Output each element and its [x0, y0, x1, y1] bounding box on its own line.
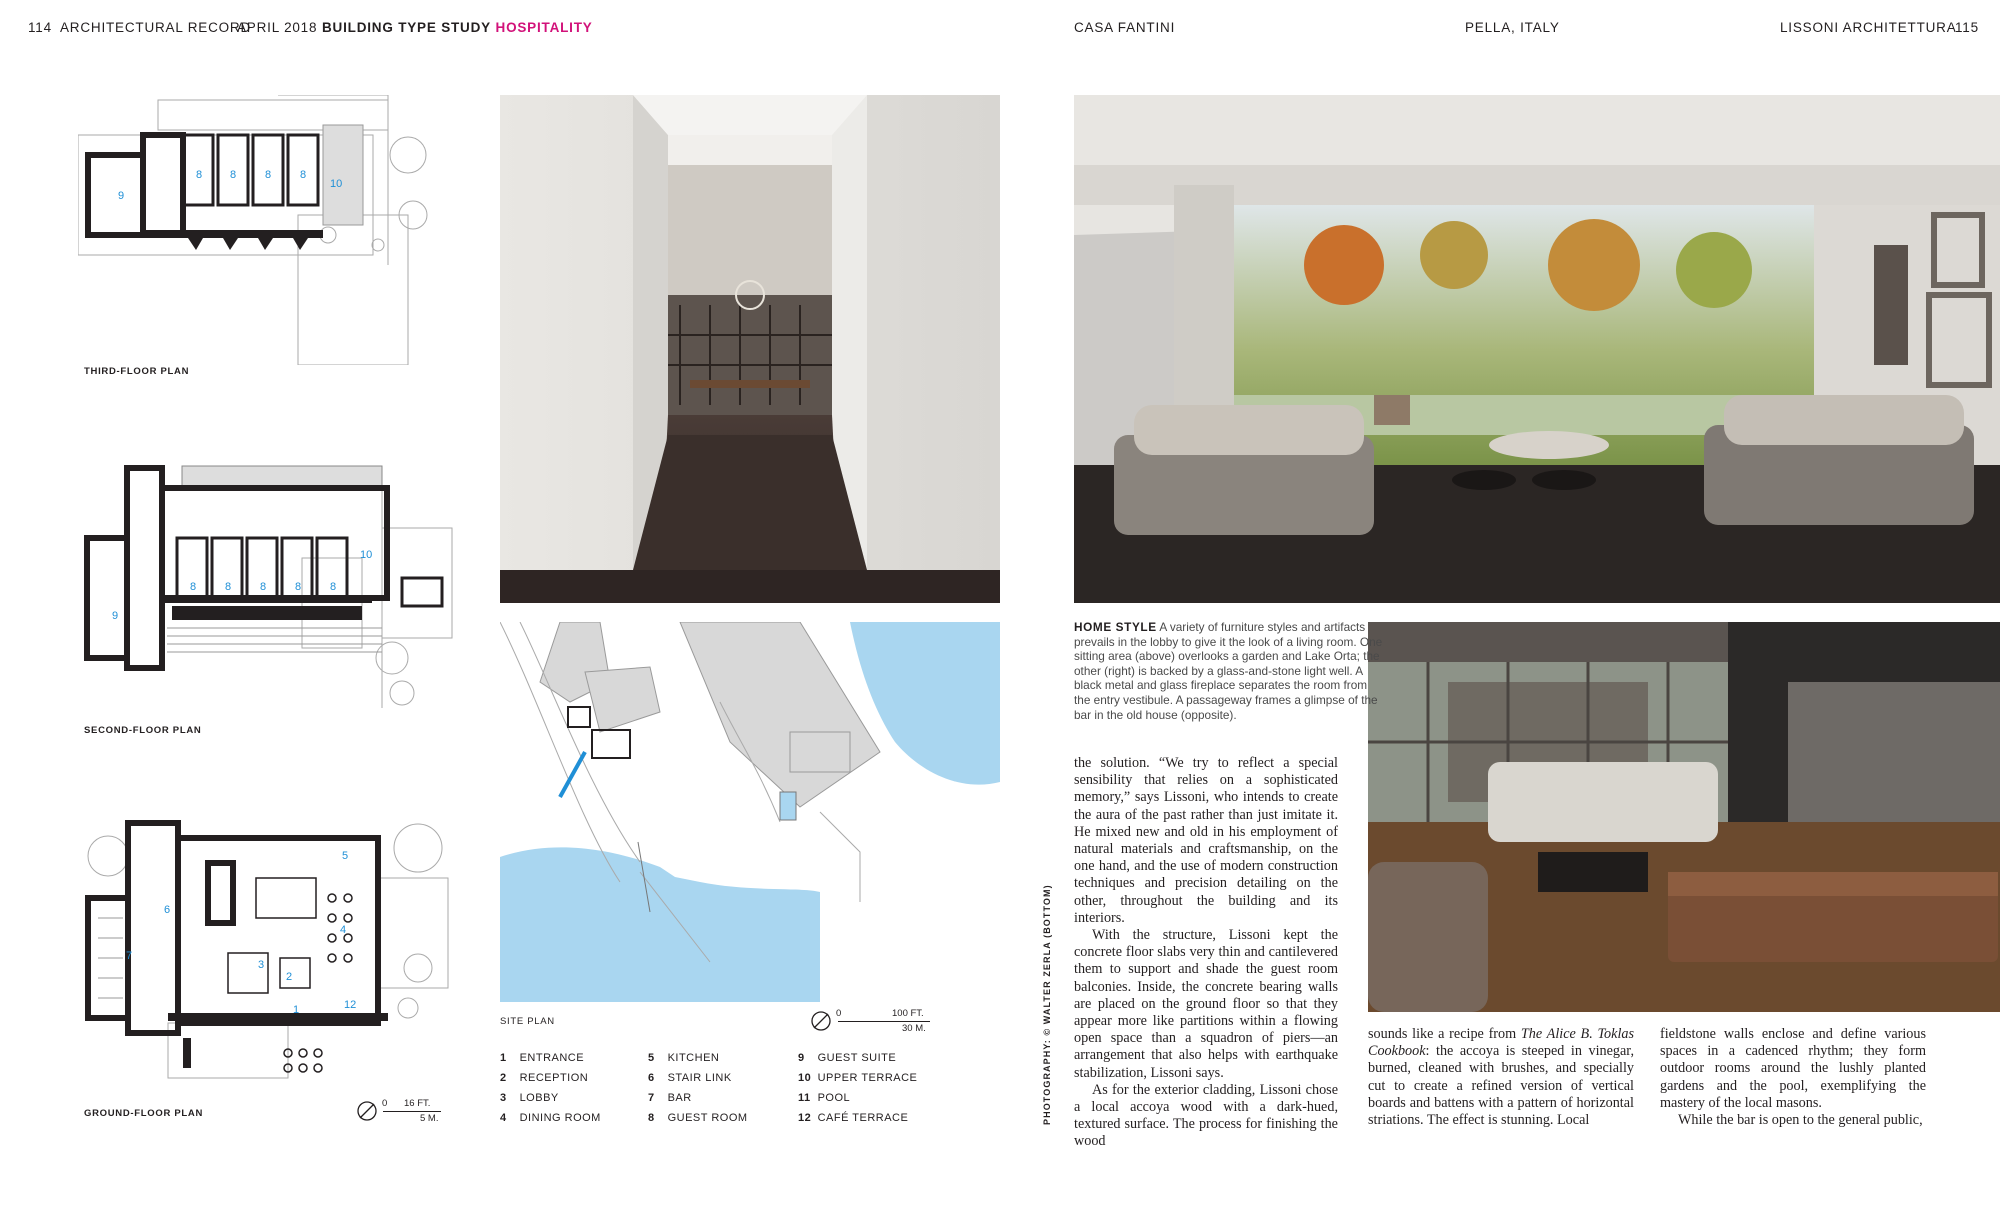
scale-feet: 100 FT. — [892, 1008, 924, 1019]
room-number-label: 8 — [330, 581, 337, 593]
caption-text: A variety of furniture styles and artifacts prevails in the lobby to give it the look of a living room. One sitting area (above) overlooks a garden and Lake Orta; the other (right) is backed by a glass-and-stone light well. A black metal and glass fireplace separates the room from the entry vestibule. A passageway frames a glimpse of the bar in the old house (opposite). — [1074, 620, 1383, 722]
room-number-label: 10 — [360, 549, 373, 561]
scale-feet: 16 FT. — [404, 1098, 431, 1109]
room-number-label: 8 — [230, 169, 237, 181]
lobby-fireplace-photo — [1368, 622, 2000, 1012]
legend-item: 4 DINING ROOM — [500, 1112, 601, 1124]
right-page-number: 115 — [1955, 20, 1979, 35]
publication-name: ARCHITECTURAL RECORD — [60, 20, 252, 35]
section-title — [322, 20, 593, 35]
architect-name: LISSONI ARCHITETTURA — [1780, 20, 1957, 35]
ground-floor-plan-label: GROUND-FLOOR PLAN — [84, 1108, 204, 1119]
third-floor-plan-label: THIRD-FLOOR PLAN — [84, 366, 190, 377]
second-floor-plan-label: SECOND-FLOOR PLAN — [84, 725, 202, 736]
ground-floor-scale — [356, 1098, 446, 1128]
legend-item: 9 GUEST SUITE — [798, 1052, 897, 1064]
section-accent: HOSPITALITY — [495, 20, 593, 35]
scale-meters: 30 M. — [902, 1023, 926, 1034]
room-number-label: 6 — [164, 904, 171, 916]
room-number-label: 4 — [340, 924, 347, 936]
room-number-label: 8 — [196, 169, 203, 181]
project-name: CASA FANTINI — [1074, 20, 1176, 35]
legend-item: 12 CAFÉ TERRACE — [798, 1112, 909, 1124]
body-paragraph: As for the exterior cladding, Lissoni chose a local accoya wood with a dark-hued, textured surface. The process for finishing the wood — [1074, 1081, 1338, 1150]
legend-item: 3 LOBBY — [500, 1092, 559, 1104]
scale-meters: 5 M. — [420, 1113, 439, 1124]
body-paragraph: the solution. “We try to reflect a special sensibility that relies on a sophisticated memory,” says Lissoni, who intends to create the aura of the past rather than just imitate it. He mixed new and old in his employment of natural materials and craftsmanship, on the one hand, and the use of modern construction techniques and precision detailing on the other, throughout the building and its interiors. — [1074, 755, 1338, 926]
room-number-label: 10 — [330, 178, 343, 190]
body-column-3 — [1660, 1026, 1926, 1129]
north-arrow-icon — [810, 1010, 832, 1032]
scale-zero: 0 — [382, 1098, 388, 1109]
legend-item: 10 UPPER TERRACE — [798, 1072, 918, 1084]
scale-bar-line — [838, 1021, 930, 1022]
photo-credit: PHOTOGRAPHY: © WALTER ZERLA (BOTTOM) — [1042, 884, 1052, 1125]
site-plan-scale — [810, 1008, 930, 1038]
site-plan-label: SITE PLAN — [500, 1016, 555, 1027]
third-floor-plan — [78, 95, 448, 365]
room-number-label: 8 — [225, 581, 232, 593]
issue-date: APRIL 2018 — [237, 20, 318, 35]
body-paragraph: While the bar is open to the general public, — [1678, 1112, 1923, 1129]
project-location: PELLA, ITALY — [1465, 20, 1560, 35]
room-number-label: 8 — [295, 581, 302, 593]
north-arrow-icon — [356, 1100, 378, 1122]
body-paragraph: sounds like a recipe from The Alice B. Toklas Cookbook: the accoya is steeped in vinegar, burned, cleaned with brushes, and specially cut to create a refined version of vertical boards and battens with a pattern of horizontal striations. The effect is stunning. Local — [1368, 1026, 1635, 1129]
legend-item: 11 POOL — [798, 1092, 851, 1104]
ground-floor-plan — [78, 808, 458, 1098]
lobby-garden-photo — [1074, 95, 2000, 603]
plan-legend — [500, 1052, 940, 1132]
room-number-label: 9 — [118, 190, 125, 202]
room-number-label: 2 — [286, 971, 293, 983]
section-name: BUILDING TYPE STUDY — [322, 20, 491, 35]
passageway-photo — [500, 95, 1000, 603]
scale-bar-line — [383, 1111, 441, 1112]
legend-item: 5 KITCHEN — [648, 1052, 720, 1064]
legend-item: 8 GUEST ROOM — [648, 1112, 748, 1124]
room-number-label: 7 — [126, 950, 133, 962]
legend-item: 6 STAIR LINK — [648, 1072, 732, 1084]
body-column-2 — [1368, 1026, 1634, 1129]
photo-caption — [1074, 620, 1384, 722]
room-number-label: 8 — [260, 581, 267, 593]
room-number-label: 3 — [258, 959, 265, 971]
legend-item: 2 RECEPTION — [500, 1072, 589, 1084]
room-number-label: 8 — [265, 169, 272, 181]
room-number-label: 9 — [112, 610, 119, 622]
second-floor-plan — [82, 448, 454, 718]
body-paragraph: With the structure, Lissoni kept the concrete floor slabs very thin and cantilevered them to support and shade the guest room balconies. Inside, the concrete bearing walls are placed on the ground floor so that they appear more like partitions within a flowing open space than a squadron of piers—an arrangement that also helps with earthquake stabilization, Lissoni says. — [1074, 927, 1338, 1081]
scale-zero: 0 — [836, 1008, 842, 1019]
room-number-label: 8 — [300, 169, 307, 181]
room-number-label: 5 — [342, 850, 349, 862]
left-page-number: 114 — [28, 20, 52, 35]
book-title: The Alice B. Toklas Cookbook — [1368, 1026, 1635, 1060]
room-number-label: 1 — [293, 1004, 300, 1016]
room-number-label: 8 — [190, 581, 197, 593]
legend-item: 7 BAR — [648, 1092, 692, 1104]
caption-heading: HOME STYLE — [1074, 620, 1157, 634]
room-number-label: 12 — [344, 999, 357, 1011]
legend-item: 1 ENTRANCE — [500, 1052, 585, 1064]
body-column-1 — [1074, 755, 1338, 1151]
site-plan — [500, 622, 1000, 1002]
body-paragraph: fieldstone walls enclose and define various spaces in a cadenced rhythm; they form outdoor rooms around the lushly planted gardens and the pool, exemplifying the mastery of the local masons. — [1660, 1026, 1926, 1111]
